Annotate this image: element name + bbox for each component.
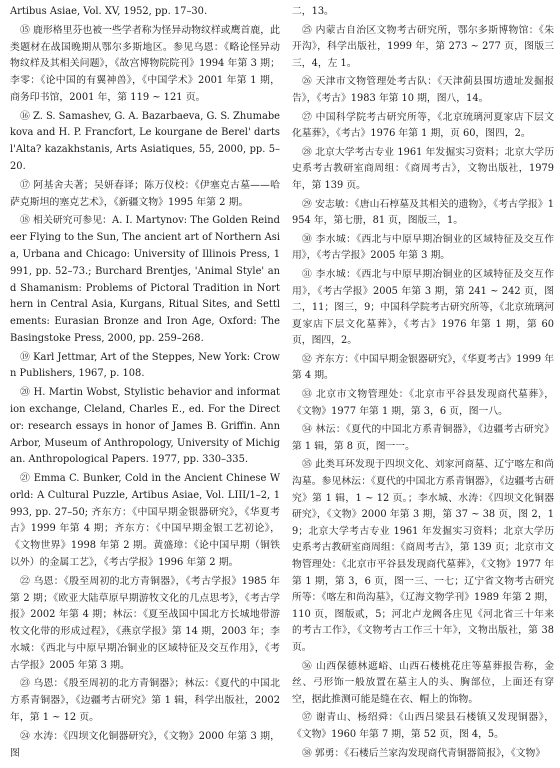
footnote: ⑳ H. Martin Wobst, Stylistic behavior and information exchange, Cleland, Charles E., ed. For the Director: research essays in honor of James B. Griffin. Ann Arbor, Museum of Anthropology, University of Michigan. Anthropological Papers. 1977, pp. 330–335. — [10, 387, 280, 466]
footnote: ㉘ 北京大学考古专业 1961 年发掘实习资料；北京大学历史系考古教研室商周组：《商周考古》，文物出版社，1979 年，第 139 页。 — [292, 146, 554, 191]
footnote: ㉜ 齐东方：《中国早期金银器研究》，《华夏考古》1999 年第 4 期。 — [292, 353, 554, 382]
footnote: ㉟ 此类耳环发现于四坝文化、刘家河商墓、辽宁喀左和尚沟墓。参见林沄：《夏代的中国北方系青铜器》，《边疆考古研究》第 1 辑，1 ~ 12 页。；李水城、水涛：《四坝文化铜器研究》，《文物》2000 年第 3 期，第 37 ~ 38 页，图 2，19；北京大学考古专业 1961 年发掘实习资料；北京大学历史系考古教研室商周组：《商周考古》，第 139 页；北京市文物管理处：《北京市平谷县发现商代墓葬》，《文物》1977 年第 1 期，第 3，6 页，图一三、一七；辽宁省文物考古研究所等：《喀左和尚沟墓》，《辽海文物学刊》1989 年第 2 期，110 页，图版贰，5；河北卢龙阙各庄见《河北省三十年来的考古工作》，《文物考古工作三十年》，文物出版社，第 38 页。 — [292, 459, 554, 653]
footnote: ⑱ 相关研究可参见：A. I. Martynov: The Golden Reindeer Flying to the Sun, The ancient art of Northern Asia, Urbana and Chicago: University of Illinois Press, 1991, pp. 52–73.; Burchard Brentjes, 'Animal Style' and Shamanism: Problems of Pictoral Tradition in Northern in Central Asia, Kurgans, Ritual Sites, and Settlements: Eurasian Bronze and Iron Age, Oxford: The Basingstoke Press, 2000, pp. 259–268. — [10, 215, 280, 344]
footnote: ㉔ 水涛：《四坝文化铜器研究》，《文物》2000 年第 3 期，图 — [10, 730, 280, 759]
footnote: ㉝ 北京市文物管理处：《北京市平谷县发现商代墓葬》，《文物》1977 年第 1 期，第 3，6 页，图一八。 — [292, 389, 554, 417]
footnote: 二，13。 — [292, 6, 334, 17]
footnote: ⑯ Z. S. Samashev, G. A. Bazarbaeva, G. S. Zhumabekova and H. P. Francfort, Le kourgane de Berel' darts l'Alta? kazakhstanis, Arts Asiatiques, 55, 2000, pp. 5–20. — [10, 110, 281, 173]
footnote: ㉛ 李水城：《西北与中原早期冶铜业的区域特征及交互作用》，《考古学报》2005 年第 3 期，第 241 ~ 242 页，图二，11；图三，9；中国科学院考古研究所等，《北京琉璃河夏家店下层文化墓葬》，《考古》1976 年第 1 期，第 60 页，图四，2。 — [292, 268, 554, 347]
footnote: ㉒ 乌恩：《殷至周初的北方青铜器》，《考古学报》1985 年第 2 期；《欧亚大陆草原早期游牧文化的几点思考》，《考古学报》2002 年第 4 期；林沄：《夏至战国中国北方长城地带游牧文化带的形成过程》，《燕京学报》第 14 期，2003 年；李水城：《西北与中原早期冶铜业的区域特征及交互作用》，《考古学报》2005 年第 3 期。 — [10, 575, 280, 671]
footnote: ⑰ 阿基舍夫著；吴妍春译；陈万仪校：《伊塞克古墓——哈萨克斯坦的塞克艺术》，《新疆文物》1995 年第 2 期。 — [10, 179, 280, 208]
footnote: ⑲ Karl Jettmar, Art of the Steppes, New York: Crown Publishers, 1967, p. 108. — [10, 351, 280, 380]
footnote: ㉞ 林沄：《夏代的中国北方系青铜器》，《边疆考古研究》第 1 辑，第 8 页，图一一。 — [292, 424, 554, 452]
footnote: ㉕ 内蒙古自治区文物考古研究所，鄂尔多斯博物馆：《朱开沟》，科学出版社，1999 年，第 273 ~ 277 页，图版三三，4，左 1。 — [292, 24, 554, 69]
footnote: ㉚ 李水城：《西北与中原早期冶铜业的区域特征及交互作用》，《考古学报》2005 年第 3 期。 — [292, 233, 554, 262]
footnote: ㉙ 安志敏：《唐山石椁墓及其相关的遗物》，《考古学报》1954 年，第七册，81 页，图版三，1。 — [292, 198, 554, 227]
footnote: ⑮ 鹿形格里芬也被一些学者称为怪异动物纹样或鹰首鹿，此类题材在战国晚期从鄂尔多斯地区。参见乌恩：《略论怪异动物纹样及其相关问题》，《故宫博物院院刊》1994 年第 3 期；李零：《论中国的有翼神兽》，《中国学术》2001 年第 1 期，商务印书馆，2001 年，第 119 ~ 121 页。 — [10, 24, 280, 103]
footnote: ㉖ 天津市文物管理处考古队：《天津蓟县围坊遗址发掘报告》，《考古》1983 年第 10 期，图八，14。 — [292, 76, 554, 104]
footnote: ㉓ 乌恩：《殷至周初的北方青铜器》；林沄：《夏代的中国北方系青铜器》，《边疆考古研究》第 1 辑，科学出版社，2002 年，第 1 ~ 12 页。 — [10, 678, 280, 724]
footnote: Artibus Asiae, Vol. XV, 1952, pp. 17–30. — [10, 6, 208, 17]
footnote: ㉗ 中国科学院考古研究所等，《北京琉璃河夏家店下层文化墓葬》，《考古》1976 年第 1 期，页 60，图四，2。 — [292, 111, 554, 140]
right-column — [292, 4, 554, 764]
footnote: ㊲ 谢青山、杨绍舜：《山西吕梁县石楼镇又发现铜器》，《文物》1960 年第 7 期，第 52 页，图 4，5。 — [292, 712, 554, 740]
footnote: ㊱ 山西保德林遮峪、山西石楼桃花庄等墓葬报告称，金丝、弓形饰一般放置在墓主人的头、胸部位，上面还有穿空，据此推测可能是缝在衣、帽上的饰物。 — [292, 660, 554, 705]
footnote: ㉑ Emma C. Bunker, Cold in the Ancient Chinese World: A Cultural Puzzle, Artibus Asiae, Vol. LIII/1–2, 1993, pp. 27–50; 齐东方：《中国早期金银器研究》，《华夏考古》1999 年第 4 期；齐东方：《中国早期金银工艺初论》，《文物世界》1998 年第 2 期。黄盛璋：《论中国早期（铜铁以外）的金属工艺》，《考古学报》1996 年第 2 期。 — [10, 473, 280, 568]
left-column — [10, 4, 280, 764]
footnote: ㊳ 郭勇：《石楼后兰家沟发现商代青铜器简报》，《文物》 — [302, 747, 546, 759]
